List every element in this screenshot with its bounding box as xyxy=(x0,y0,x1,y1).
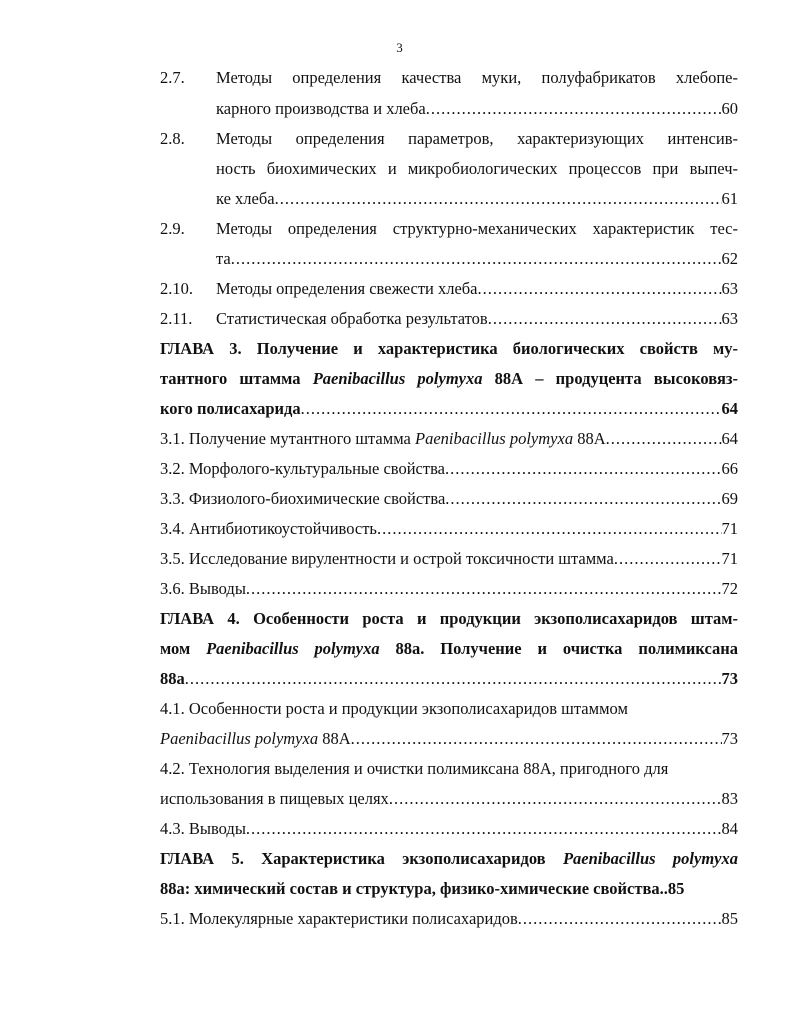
dot-leader xyxy=(301,399,722,419)
toc-text: Методы определения свежести хлеба xyxy=(216,279,478,298)
toc-text: ность биохимических и микробиологических процессов при выпеч- xyxy=(216,159,738,178)
toc-page: 63 xyxy=(721,309,738,328)
toc-text: 3.4. Антибиотикоустойчивость xyxy=(160,519,377,538)
toc-entry-3-1 xyxy=(160,429,738,449)
toc-entry-2-9-line-2 xyxy=(160,249,738,269)
toc-page: 72 xyxy=(721,579,738,598)
toc-text: 5.1. Молекулярные характеристики полисахаридов xyxy=(160,909,518,928)
toc-entry-2-9-line-1 xyxy=(160,219,738,239)
toc-entry-4-1-line-1 xyxy=(160,699,738,719)
toc-page: 71 xyxy=(721,549,738,568)
toc-page: 63 xyxy=(721,279,738,298)
dot-leader xyxy=(275,189,722,209)
toc-number: 2.9. xyxy=(160,219,185,238)
toc-chapter-4-line-3 xyxy=(160,669,738,689)
toc-text: Методы определения параметров, характеризующих интенсив- xyxy=(216,129,738,148)
toc-text: использования в пищевых целях xyxy=(160,789,389,808)
toc-chapter-4-line-2 xyxy=(160,639,738,659)
toc-page: 73 xyxy=(721,729,738,748)
toc-text: 4.1. Особенности роста и продукции экзополисахаридов штаммом xyxy=(160,699,628,718)
toc-entry-3-3 xyxy=(160,489,738,509)
dot-leader xyxy=(614,549,722,569)
chapter-title: кого полисахарида xyxy=(160,399,301,418)
toc-entry-3-2 xyxy=(160,459,738,479)
toc-text: карного производства и хлеба xyxy=(216,99,426,118)
toc-page: 71 xyxy=(721,519,738,538)
toc-entry-4-2-line-2 xyxy=(160,789,738,809)
toc-page: 83 xyxy=(721,789,738,808)
toc-page: 85 xyxy=(667,879,685,898)
toc-number: 2.11. xyxy=(160,309,193,328)
toc-entry-4-3 xyxy=(160,819,738,839)
toc-page: 64 xyxy=(721,399,738,418)
toc-page: 84 xyxy=(721,819,738,838)
toc-page: 61 xyxy=(721,189,738,208)
toc-text: 3.3. Физиолого-биохимические свойства xyxy=(160,489,446,508)
dot-leader xyxy=(426,99,722,119)
toc-page: 60 xyxy=(721,99,738,118)
toc-entry-2-8-line-2 xyxy=(160,159,738,179)
toc-number: 2.8. xyxy=(160,129,185,148)
toc-page: 73 xyxy=(721,669,738,688)
toc-text: 3.2. Морфолого-культуральные свойства xyxy=(160,459,445,478)
toc-text: Статистическая обработка результатов xyxy=(216,309,488,328)
toc-entry-4-1-line-2 xyxy=(160,729,738,749)
toc-text: 3.6. Выводы xyxy=(160,579,246,598)
dot-leader xyxy=(606,429,722,449)
toc-entry-2-8-line-3 xyxy=(160,189,738,209)
toc-text: 4.2. Технология выделения и очистки полимиксана 88А, пригодного для xyxy=(160,759,669,778)
toc-entry-2-7-line-1 xyxy=(160,68,738,88)
dot-leader xyxy=(518,909,722,929)
toc-chapter-3-line-3 xyxy=(160,399,738,419)
toc-number: 2.7. xyxy=(160,68,185,87)
toc-entry-3-4 xyxy=(160,519,738,539)
toc-entry-2-7-line-2 xyxy=(160,99,738,119)
dot-leader xyxy=(246,579,722,599)
toc-page: 69 xyxy=(721,489,738,508)
toc-text: Paenibacillus polymyxa 88А xyxy=(160,729,351,748)
toc-page: 66 xyxy=(721,459,738,478)
toc-text: 3.1. Получение мутантного штамма Paenibacillus polymyxa 88А xyxy=(160,429,606,448)
dot-leader xyxy=(445,459,722,479)
toc-entry-3-6 xyxy=(160,579,738,599)
dot-leader xyxy=(231,249,722,269)
dot-leader xyxy=(351,729,722,749)
toc-chapter-5-line-1 xyxy=(160,849,738,869)
dot-leader xyxy=(246,819,722,839)
chapter-title: мом Paenibacillus polymyxa 88а. Получение и очистка полимиксана xyxy=(160,639,738,658)
toc-text: Методы определения качества муки, полуфабрикатов хлебопе- xyxy=(216,68,738,87)
toc-entry-2-10 xyxy=(160,279,738,299)
dot-leader xyxy=(377,519,722,539)
toc-text: 3.5. Исследование вирулентности и острой токсичности штамма xyxy=(160,549,614,568)
chapter-title: ГЛАВА 3. Получение и характеристика биологических свойств му- xyxy=(160,339,738,358)
toc-entry-2-11 xyxy=(160,309,738,329)
dot-leader xyxy=(389,789,722,809)
chapter-title: 88а: химический состав и структура, физико-химические свойства..85 xyxy=(160,879,685,898)
toc-text: ке хлеба xyxy=(216,189,275,208)
toc-chapter-4-line-1 xyxy=(160,609,738,629)
toc-chapter-3-line-2 xyxy=(160,369,738,389)
toc-number: 2.10. xyxy=(160,279,193,298)
dot-leader xyxy=(185,669,722,689)
toc-text: та xyxy=(216,249,231,268)
chapter-title: тантного штамма Paenibacillus polymyxa 88А – продуцента высоковяз- xyxy=(160,369,739,388)
toc-text: Методы определения структурно-механических характеристик тес- xyxy=(216,219,738,238)
dot-leader xyxy=(488,309,722,329)
toc-text: 4.3. Выводы xyxy=(160,819,246,838)
chapter-title: ГЛАВА 4. Особенности роста и продукции экзополисахаридов штам- xyxy=(160,609,738,628)
toc-page: 85 xyxy=(721,909,738,928)
dot-leader xyxy=(478,279,722,299)
toc-page: 62 xyxy=(721,249,738,268)
toc-page: 64 xyxy=(721,429,738,448)
page-number: 3 xyxy=(396,40,403,55)
toc-chapter-5-line-2 xyxy=(160,879,738,899)
chapter-title: 88а xyxy=(160,669,185,688)
toc-entry-2-8-line-1 xyxy=(160,129,738,149)
toc-entry-4-2-line-1 xyxy=(160,759,738,779)
toc-entry-5-1 xyxy=(160,909,738,929)
dot-leader xyxy=(445,489,721,509)
toc-chapter-3-line-1 xyxy=(160,339,738,359)
chapter-title: ГЛАВА 5. Характеристика экзополисахаридов Paenibacillus polymyxa xyxy=(160,849,738,868)
toc-entry-3-5 xyxy=(160,549,738,569)
